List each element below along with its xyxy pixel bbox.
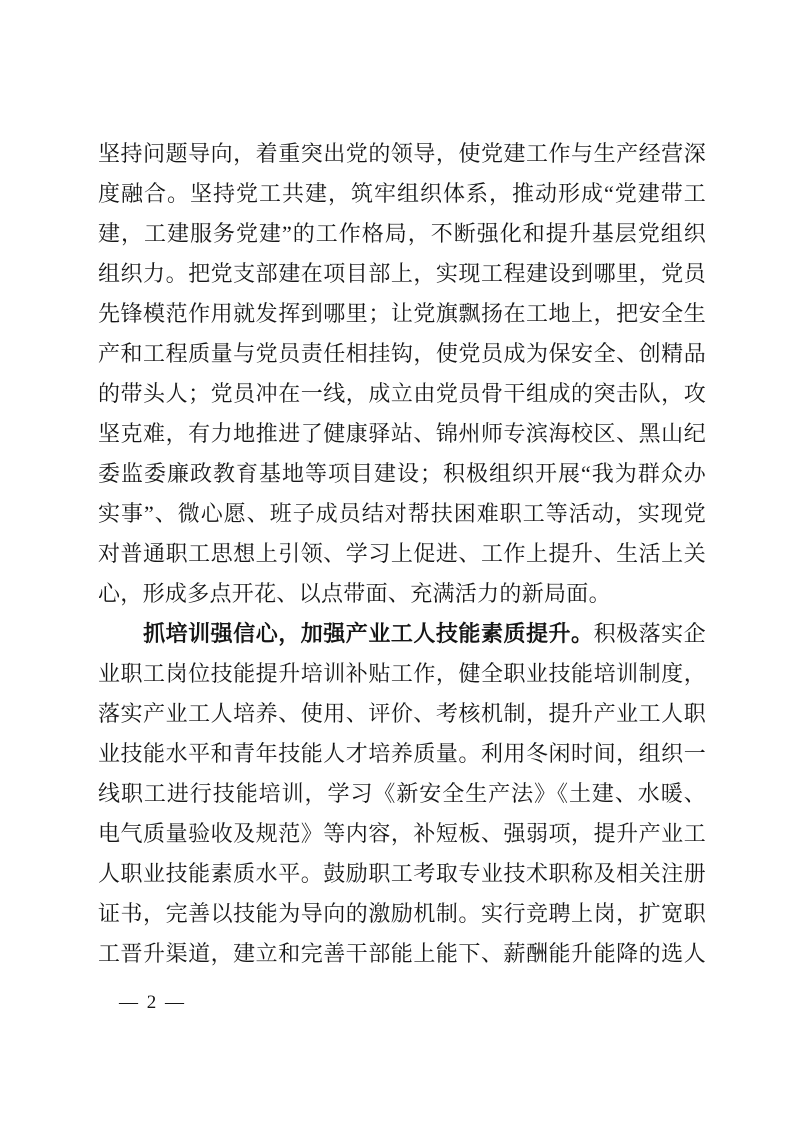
text-line	[98, 254, 706, 294]
text-line	[98, 614, 706, 654]
bold-lead-text: 抓培训强信心，加强产业工人技能素质提升。	[143, 621, 594, 646]
text-line	[98, 134, 706, 174]
paragraph-party-building	[98, 134, 706, 614]
text-line	[98, 534, 706, 574]
text-line	[98, 174, 706, 214]
line-text: 电气质量验收及规范》等内容，补短板、强弱项，提升产业工	[98, 821, 706, 846]
line-text: 实事”、微心愿、班子成员结对帮扶困难职工等活动，实现党	[98, 501, 706, 526]
text-line	[98, 694, 706, 734]
line-text: 业技能水平和青年技能人才培养质量。利用冬闲时间，组织一	[98, 741, 706, 766]
line-text: 坚持问题导向，着重突出党的领导，使党建工作与生产经营深	[98, 141, 706, 166]
text-line	[98, 494, 706, 534]
text-line	[98, 574, 706, 614]
line-text: 先锋模范作用就发挥到哪里；让党旗飘扬在工地上，把安全生	[98, 301, 706, 326]
line-text: 组织力。把党支部建在项目部上，实现工程建设到哪里，党员	[98, 261, 706, 286]
line-text: 心，形成多点开花、以点带面、充满活力的新局面。	[98, 581, 611, 606]
text-line	[98, 414, 706, 454]
text-line	[98, 334, 706, 374]
text-line	[98, 934, 706, 974]
text-line	[98, 774, 706, 814]
text-line	[98, 894, 706, 934]
line-text: 人职业技能素质水平。鼓励职工考取专业技术职称及相关注册	[98, 861, 706, 886]
line-text: 落实产业工人培养、使用、评价、考核机制，提升产业工人职	[98, 701, 706, 726]
line-text: 坚克难，有力地推进了健康驿站、锦州师专滨海校区、黑山纪	[98, 421, 706, 446]
text-line	[98, 374, 706, 414]
text-line	[98, 734, 706, 774]
text-line	[98, 214, 706, 254]
paragraph-training	[98, 614, 706, 974]
text-line	[98, 654, 706, 694]
line-text: 对普通职工思想上引领、学习上促进、工作上提升、生活上关	[98, 541, 706, 566]
text-line	[98, 454, 706, 494]
line-text: 委监委廉政教育基地等项目建设；积极组织开展“我为群众办	[98, 461, 706, 486]
line-text: 产和工程质量与党员责任相挂钩，使党员成为保安全、创精品	[98, 341, 706, 366]
text-line	[98, 294, 706, 334]
line-text: 线职工进行技能培训，学习《新安全生产法》《土建、水暖、	[98, 781, 706, 806]
line-text: 积极落实企	[593, 621, 706, 646]
document-body	[98, 134, 706, 974]
text-line	[98, 854, 706, 894]
text-line	[98, 814, 706, 854]
line-text: 度融合。坚持党工共建，筑牢组织体系，推动形成“党建带工	[98, 181, 706, 206]
line-text: 建，工建服务党建”的工作格局，不断强化和提升基层党组织	[98, 221, 706, 246]
line-text: 证书，完善以技能为导向的激励机制。实行竞聘上岗，扩宽职	[98, 901, 706, 926]
line-text: 业职工岗位技能提升培训补贴工作，健全职业技能培训制度，	[98, 661, 706, 686]
line-text: 的带头人；党员冲在一线，成立由党员骨干组成的突击队，攻	[98, 381, 706, 406]
page-number: — 2 —	[119, 992, 186, 1013]
line-text: 工晋升渠道，建立和完善干部能上能下、薪酬能升能降的选人	[98, 941, 706, 966]
